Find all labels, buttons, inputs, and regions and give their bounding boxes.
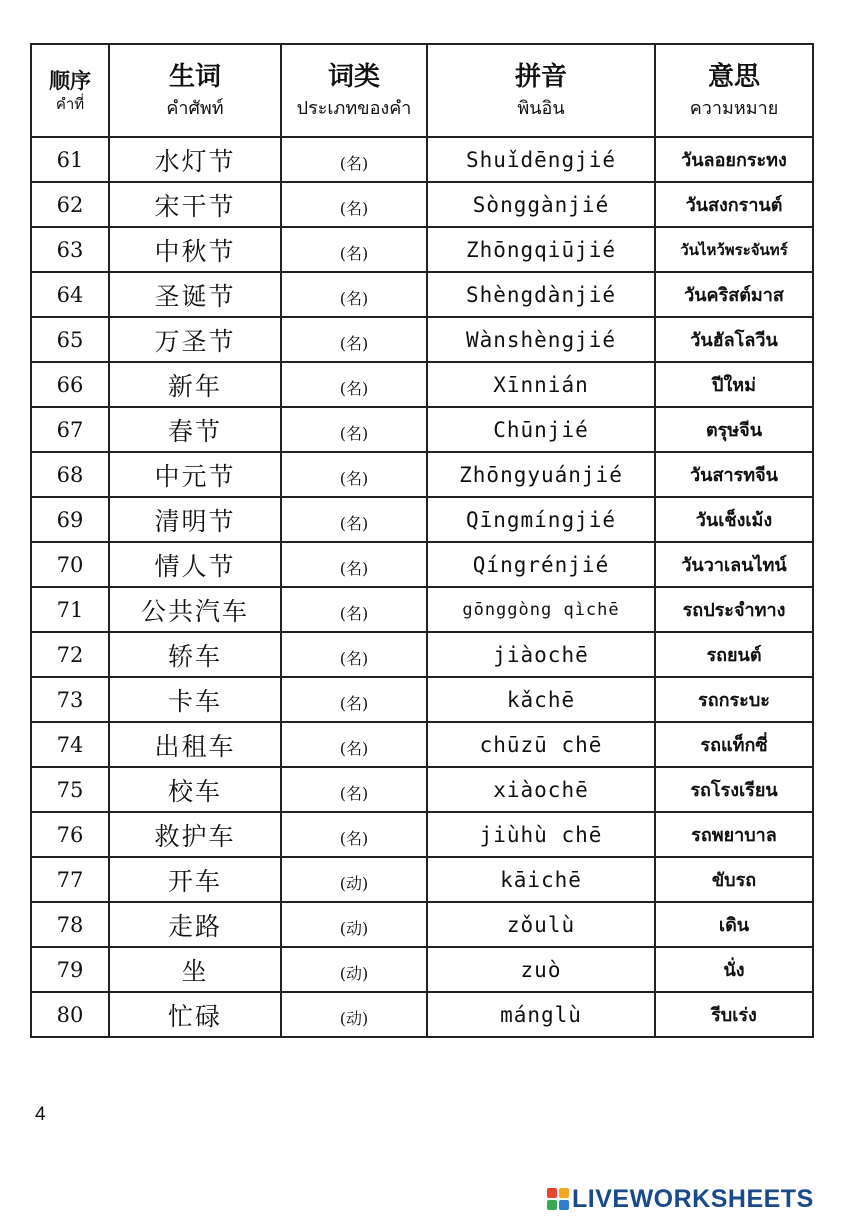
row-pinyin: Chūnjié <box>493 417 589 442</box>
header-word-th: คำศัพท์ <box>166 97 224 119</box>
row-number-cell <box>31 812 109 857</box>
row-pos: (名) <box>339 559 369 578</box>
row-number-cell <box>31 542 109 587</box>
row-number: 71 <box>56 597 84 622</box>
header-word <box>109 44 281 137</box>
row-pos: (名) <box>339 289 369 308</box>
row-meaning-cell <box>655 182 813 227</box>
row-meaning-cell <box>655 947 813 992</box>
table-row <box>31 947 813 992</box>
row-pinyin: mánglù <box>500 1002 582 1027</box>
row-pinyin: xiàochē <box>493 777 589 802</box>
table-row <box>31 992 813 1037</box>
header-meaning <box>655 44 813 137</box>
header-pos-cn: 词类 <box>327 61 380 92</box>
row-meaning-cell <box>655 272 813 317</box>
row-meaning: ตรุษจีน <box>705 420 763 441</box>
row-pos-cell <box>281 767 427 812</box>
row-number: 78 <box>56 912 84 937</box>
row-meaning: นั่ง <box>723 960 745 981</box>
header-pos <box>281 44 427 137</box>
row-word-cell <box>109 362 281 407</box>
row-pos-cell <box>281 857 427 902</box>
table-row <box>31 362 813 407</box>
row-number: 66 <box>56 372 84 397</box>
row-word-cell <box>109 902 281 947</box>
logo-square <box>547 1188 557 1198</box>
row-meaning: วันวาเลนไทน์ <box>681 555 787 576</box>
row-meaning: รถยนต์ <box>706 645 762 666</box>
table-row <box>31 857 813 902</box>
row-pos-cell <box>281 317 427 362</box>
row-meaning-cell <box>655 902 813 947</box>
row-number: 69 <box>56 507 84 532</box>
header-pinyin <box>427 44 655 137</box>
row-word-cell <box>109 677 281 722</box>
table-row <box>31 632 813 677</box>
row-number: 61 <box>56 147 84 172</box>
logo-square <box>559 1200 569 1210</box>
header-meaning-cn: 意思 <box>707 61 760 92</box>
row-meaning: รถพยาบาล <box>691 825 777 846</box>
row-pos: (动) <box>339 1009 369 1028</box>
logo-text: LIVEWORKSHEETS <box>572 1184 814 1213</box>
row-word: 坐 <box>181 956 209 986</box>
row-word: 轿车 <box>167 641 222 671</box>
row-word: 圣诞节 <box>154 281 236 311</box>
row-word-cell <box>109 587 281 632</box>
row-number: 63 <box>56 237 84 262</box>
header-order-th: คำที่ <box>55 94 85 113</box>
header-pinyin-cn: 拼音 <box>514 61 567 92</box>
vocabulary-table <box>30 43 814 1038</box>
row-word-cell <box>109 407 281 452</box>
row-word: 校车 <box>167 776 222 806</box>
header-order <box>31 44 109 137</box>
row-pinyin: Zhōngyuánjié <box>459 462 623 487</box>
row-meaning: รีบเร่ง <box>711 1005 757 1026</box>
row-pos: (名) <box>339 379 369 398</box>
row-pos-cell <box>281 182 427 227</box>
row-meaning: วันสงกรานต์ <box>685 195 783 216</box>
row-number-cell <box>31 452 109 497</box>
row-pinyin-cell <box>427 857 655 902</box>
row-meaning-cell <box>655 137 813 182</box>
row-number: 67 <box>56 417 84 442</box>
row-number-cell <box>31 992 109 1037</box>
row-pos: (名) <box>339 829 369 848</box>
row-pos-cell <box>281 407 427 452</box>
row-number: 77 <box>56 867 84 892</box>
row-number-cell <box>31 677 109 722</box>
row-meaning: รถประจำทาง <box>682 600 786 621</box>
row-pinyin: Sònggànjié <box>472 192 610 217</box>
row-number-cell <box>31 272 109 317</box>
row-word-cell <box>109 812 281 857</box>
table-row <box>31 407 813 452</box>
row-word-cell <box>109 272 281 317</box>
row-word-cell <box>109 857 281 902</box>
row-pos-cell <box>281 227 427 272</box>
row-pinyin: Shuǐdēngjié <box>465 147 617 172</box>
row-meaning: รถแท็กซี่ <box>700 735 768 756</box>
row-word: 救护车 <box>154 821 236 851</box>
row-word: 忙碌 <box>167 1001 222 1031</box>
row-pos-cell <box>281 272 427 317</box>
row-meaning: วันเช็งเม้ง <box>695 510 773 531</box>
row-pos-cell <box>281 992 427 1037</box>
table-row <box>31 542 813 587</box>
row-meaning-cell <box>655 992 813 1037</box>
row-pinyin-cell <box>427 902 655 947</box>
row-word: 春节 <box>167 416 222 446</box>
row-meaning-cell <box>655 227 813 272</box>
table-row <box>31 722 813 767</box>
row-word-cell <box>109 317 281 362</box>
row-number-cell <box>31 227 109 272</box>
row-pinyin-cell <box>427 812 655 857</box>
row-meaning-cell <box>655 317 813 362</box>
row-meaning-cell <box>655 857 813 902</box>
row-pinyin: jiùhù chē <box>479 822 603 847</box>
row-pos-cell <box>281 722 427 767</box>
row-pos: (名) <box>339 694 369 713</box>
row-number-cell <box>31 587 109 632</box>
row-meaning: ขับรถ <box>711 870 757 891</box>
row-meaning: ปีใหม่ <box>712 375 756 396</box>
row-number: 73 <box>56 687 84 712</box>
row-pos: (名) <box>339 199 369 218</box>
row-pos: (名) <box>339 244 369 263</box>
row-word-cell <box>109 182 281 227</box>
row-number: 68 <box>56 462 84 487</box>
table-row <box>31 227 813 272</box>
row-word: 公共汽车 <box>140 596 249 626</box>
row-pos-cell <box>281 902 427 947</box>
row-pinyin-cell <box>427 272 655 317</box>
row-number-cell <box>31 317 109 362</box>
row-number-cell <box>31 137 109 182</box>
row-word-cell <box>109 137 281 182</box>
row-meaning-cell <box>655 677 813 722</box>
row-word-cell <box>109 497 281 542</box>
table-row <box>31 677 813 722</box>
header-order-cn: 顺序 <box>49 67 91 93</box>
row-number-cell <box>31 182 109 227</box>
row-pos-cell <box>281 677 427 722</box>
row-word-cell <box>109 767 281 812</box>
row-word: 清明节 <box>154 506 236 536</box>
row-word: 开车 <box>167 866 222 896</box>
row-pos: (名) <box>339 604 369 623</box>
row-meaning: วันไหว้พระจันทร์ <box>680 240 788 259</box>
row-word: 宋干节 <box>154 191 236 221</box>
row-pos: (名) <box>339 784 369 803</box>
row-meaning: รถโรงเรียน <box>690 780 778 801</box>
row-pinyin-cell <box>427 497 655 542</box>
table-row <box>31 812 813 857</box>
row-pinyin-cell <box>427 767 655 812</box>
row-pinyin: chūzū chē <box>479 732 603 757</box>
row-pinyin: Zhōngqiūjié <box>465 237 617 262</box>
row-pos-cell <box>281 542 427 587</box>
header-pinyin-th: พินอิน <box>517 97 565 119</box>
row-meaning: วันฮัลโลวีน <box>690 330 778 351</box>
row-pos: (动) <box>339 874 369 893</box>
row-word: 万圣节 <box>154 326 236 356</box>
row-pos: (名) <box>339 469 369 488</box>
row-pinyin-cell <box>427 587 655 632</box>
row-number-cell <box>31 632 109 677</box>
row-pinyin: Wànshèngjié <box>465 327 617 352</box>
row-word-cell <box>109 542 281 587</box>
row-pos: (名) <box>339 514 369 533</box>
row-pos: (动) <box>339 964 369 983</box>
row-pinyin: jiàochē <box>493 642 589 667</box>
row-pinyin-cell <box>427 542 655 587</box>
row-pos-cell <box>281 947 427 992</box>
row-meaning: วันลอยกระทง <box>681 150 787 171</box>
row-pinyin-cell <box>427 407 655 452</box>
row-number: 76 <box>56 822 84 847</box>
row-number: 74 <box>56 732 84 757</box>
row-number-cell <box>31 767 109 812</box>
row-pinyin-cell <box>427 137 655 182</box>
row-word-cell <box>109 632 281 677</box>
row-pos: (名) <box>339 739 369 758</box>
row-pinyin: kǎchē <box>506 687 576 712</box>
row-number: 80 <box>56 1002 84 1027</box>
row-meaning-cell <box>655 722 813 767</box>
header-meaning-th: ความหมาย <box>689 97 779 119</box>
row-pos: (名) <box>339 154 369 173</box>
logo-square <box>547 1200 557 1210</box>
row-word: 出租车 <box>154 731 236 761</box>
page-number: 4 <box>35 1104 46 1125</box>
row-pinyin: kāichē <box>500 867 582 892</box>
table-row <box>31 587 813 632</box>
row-pinyin: zuò <box>520 957 562 982</box>
table-row <box>31 452 813 497</box>
row-word: 水灯节 <box>154 146 236 176</box>
row-meaning-cell <box>655 632 813 677</box>
row-meaning-cell <box>655 812 813 857</box>
row-pos: (动) <box>339 919 369 938</box>
row-number: 75 <box>56 777 84 802</box>
row-word-cell <box>109 947 281 992</box>
row-word: 卡车 <box>167 686 222 716</box>
row-pinyin: Qīngmíngjié <box>465 507 617 532</box>
table-row <box>31 272 813 317</box>
row-word: 新年 <box>167 371 222 401</box>
row-pinyin-cell <box>427 317 655 362</box>
row-word-cell <box>109 992 281 1037</box>
row-pos-cell <box>281 452 427 497</box>
table-row <box>31 902 813 947</box>
row-pinyin-cell <box>427 632 655 677</box>
row-number-cell <box>31 902 109 947</box>
table-row <box>31 317 813 362</box>
row-number-cell <box>31 497 109 542</box>
header-row <box>31 44 813 137</box>
row-pinyin-cell <box>427 947 655 992</box>
row-pos-cell <box>281 812 427 857</box>
row-number: 79 <box>56 957 84 982</box>
row-pinyin: Xīnnián <box>493 372 589 397</box>
row-pos-cell <box>281 497 427 542</box>
row-pinyin-cell <box>427 362 655 407</box>
row-meaning-cell <box>655 542 813 587</box>
row-pos-cell <box>281 362 427 407</box>
row-number-cell <box>31 722 109 767</box>
row-pinyin: gōnggòng qìchē <box>462 599 620 620</box>
row-pinyin-cell <box>427 452 655 497</box>
table-row <box>31 182 813 227</box>
row-pos: (名) <box>339 649 369 668</box>
row-pos-cell <box>281 137 427 182</box>
row-pinyin-cell <box>427 992 655 1037</box>
row-number: 64 <box>56 282 84 307</box>
row-meaning: เดิน <box>718 915 750 936</box>
row-meaning-cell <box>655 452 813 497</box>
logo-square <box>559 1188 569 1198</box>
row-pos-cell <box>281 587 427 632</box>
row-word: 走路 <box>167 911 222 941</box>
vocabulary-rows <box>31 137 813 1037</box>
row-meaning-cell <box>655 497 813 542</box>
header-word-cn: 生词 <box>168 61 221 92</box>
table-row <box>31 497 813 542</box>
row-number: 62 <box>56 192 84 217</box>
row-meaning: วันคริสต์มาส <box>684 285 784 306</box>
row-word-cell <box>109 452 281 497</box>
table-row <box>31 137 813 182</box>
row-number: 70 <box>56 552 84 577</box>
row-pinyin-cell <box>427 677 655 722</box>
row-pinyin-cell <box>427 182 655 227</box>
row-word: 中秋节 <box>154 236 236 266</box>
row-meaning: วันสารทจีน <box>690 465 778 486</box>
row-meaning-cell <box>655 587 813 632</box>
row-pinyin: zǒulù <box>506 912 576 937</box>
row-number: 65 <box>56 327 84 352</box>
row-pos-cell <box>281 632 427 677</box>
row-pinyin-cell <box>427 722 655 767</box>
row-pinyin: Shèngdànjié <box>465 282 617 307</box>
header-pos-th: ประเภทของคำ <box>296 97 412 119</box>
row-number-cell <box>31 362 109 407</box>
row-number: 72 <box>56 642 84 667</box>
row-word: 情人节 <box>154 551 236 581</box>
row-word: 中元节 <box>154 461 236 491</box>
row-meaning: รถกระบะ <box>698 690 770 711</box>
row-word-cell <box>109 227 281 272</box>
row-number-cell <box>31 407 109 452</box>
row-pinyin-cell <box>427 227 655 272</box>
row-pos: (名) <box>339 424 369 443</box>
row-word-cell <box>109 722 281 767</box>
liveworksheets-logo <box>547 1186 814 1212</box>
table-row <box>31 767 813 812</box>
row-pinyin: Qíngrénjié <box>472 552 610 577</box>
row-meaning-cell <box>655 362 813 407</box>
row-number-cell <box>31 857 109 902</box>
logo-mark-icon <box>547 1188 569 1210</box>
row-meaning-cell <box>655 767 813 812</box>
row-pos: (名) <box>339 334 369 353</box>
row-number-cell <box>31 947 109 992</box>
row-meaning-cell <box>655 407 813 452</box>
